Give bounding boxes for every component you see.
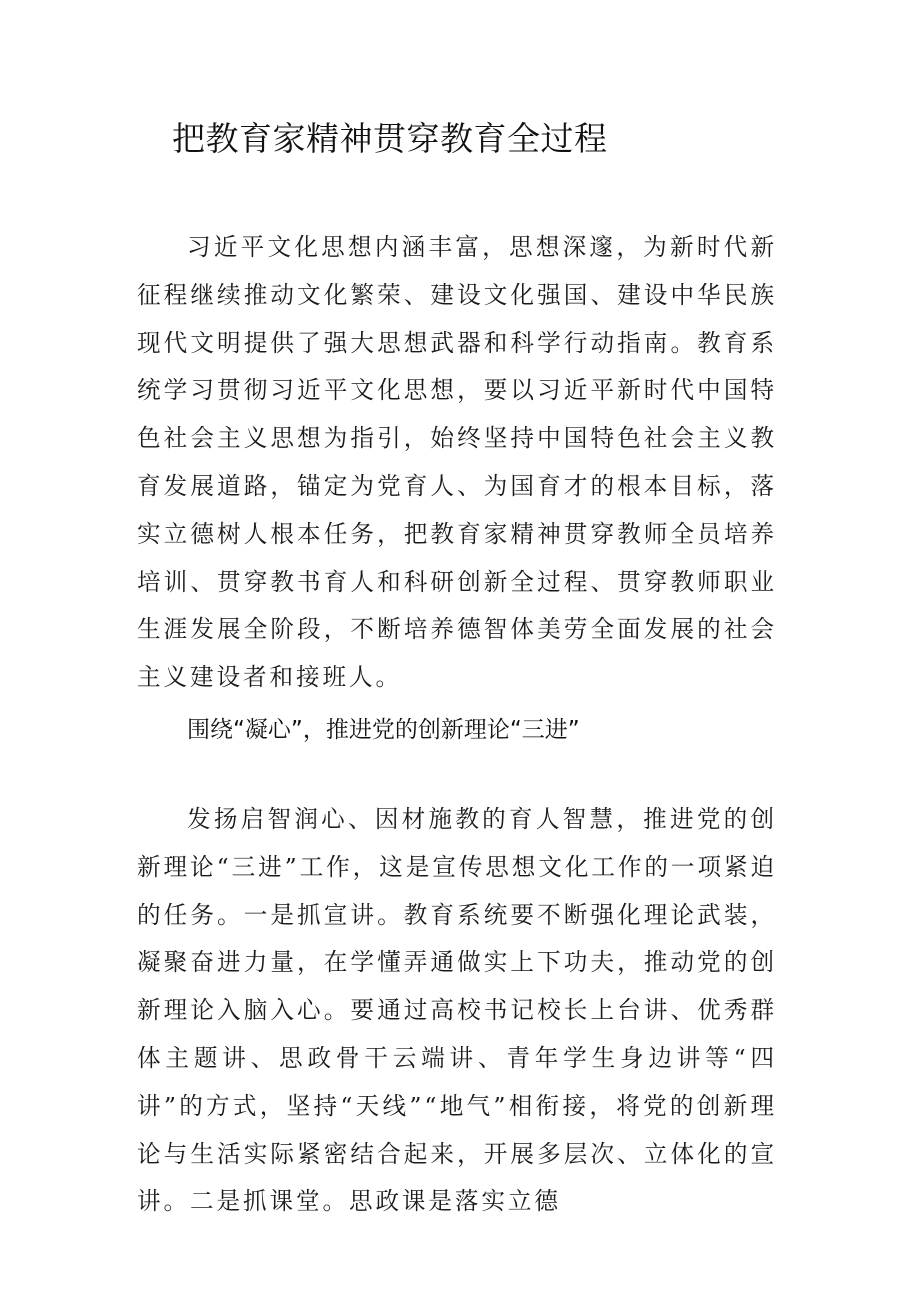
body-paragraph-section-1: 发扬启智润心、因材施教的育人智慧，推进党的创新理论“三进”工作，这是宣传思想文化工作的一项紧迫的任务。一是抓宣讲。教育系统要不断强化理论武装，凝聚奋进力量，在学懂弄通做实上下功夫，推动党的创新理论入脑入心。要通过高校书记校长上台讲、优秀群体主题讲、思政骨干云端讲、青年学生身边讲等“四讲”的方式，坚持“天线”“地气”相衔接，将党的创新理论与生活实际紧密结合起来，开展多层次、立体化的宣讲。二是抓课堂。思政课是落实立德 <box>137 805 777 1216</box>
section-heading-ningxin: 围绕“凝心”，推进党的创新理论“三进” <box>187 717 580 743</box>
document-title: 把教育家精神贯穿教育全过程 <box>172 119 608 158</box>
body-paragraph-intro: 习近平文化思想内涵丰富，思想深邃，为新时代新征程继续推动文化繁荣、建设文化强国、建设中华民族现代文明提供了强大思想武器和科学行动指南。教育系统学习贯彻习近平文化思想，要以习近平新时代中国特色社会主义思想为指引，始终坚持中国特色社会主义教育发展道路，锚定为党育人、为国育才的根本目标，落实立德树人根本任务，把教育家精神贯穿教师全员培养培训、贯穿教书育人和科研创新全过程、贯穿教师职业生涯发展全阶段，不断培养德智体美劳全面发展的社会主义建设者和接班人。 <box>137 233 777 692</box>
